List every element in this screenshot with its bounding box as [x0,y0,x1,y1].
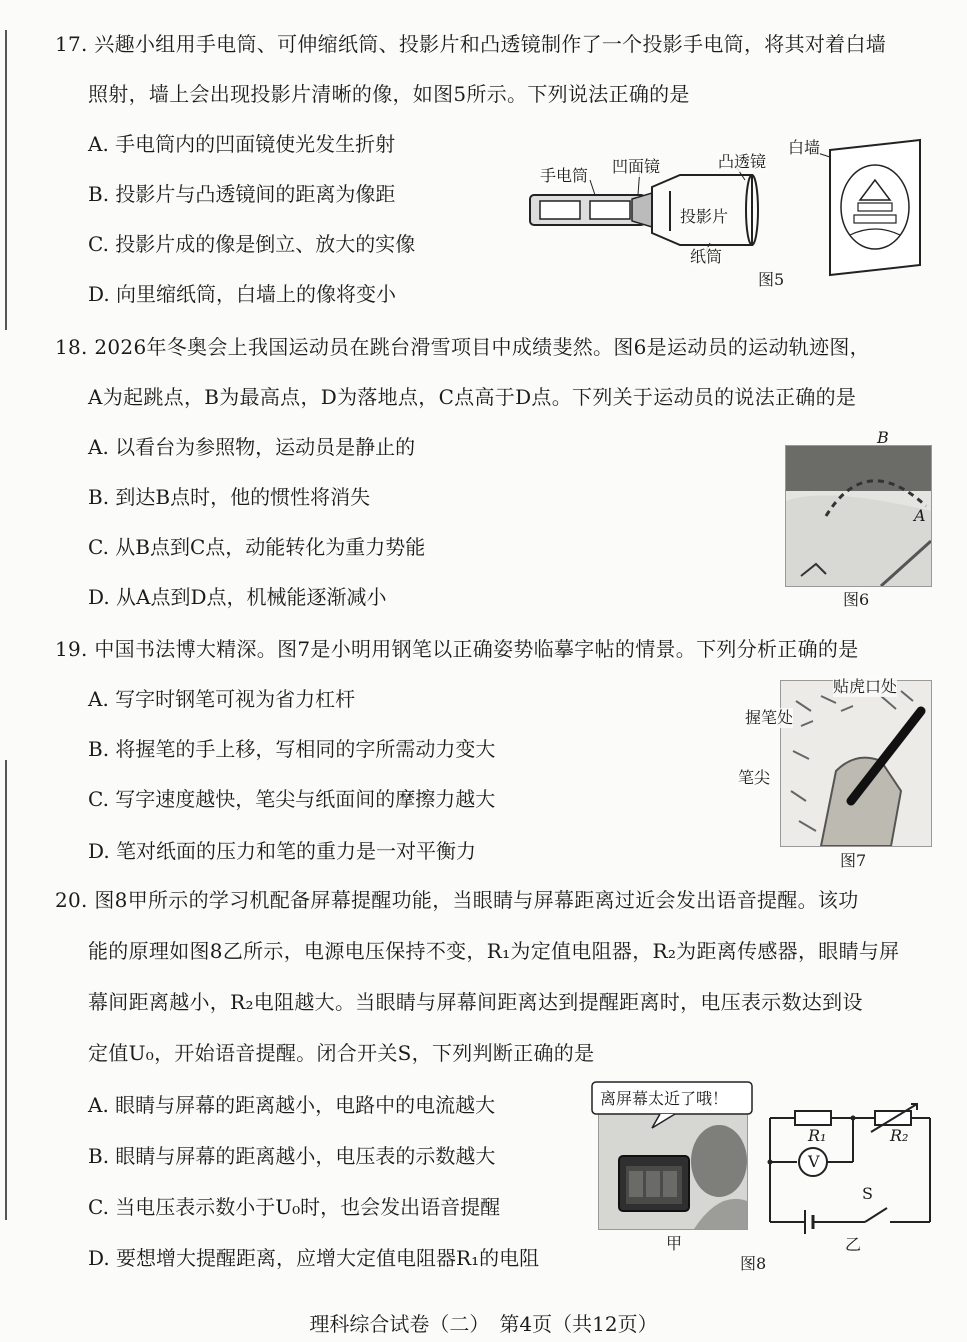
figure5-label-concave-mirror: 凹面镜 [612,157,661,176]
q20-option-c: C. 当电压表示数小于U₀时，也会发出语音提醒 [88,1195,501,1219]
q19-option-a: A. 写字时钢笔可视为省力杠杆 [88,687,356,711]
figure8-label-r1: R₁ [808,1126,827,1145]
q20-option-b: B. 眼睛与屏幕的距离越小，电压表的示数越大 [88,1144,496,1168]
q18-option-d: D. 从A点到D点，机械能逐渐减小 [88,585,387,609]
figure5-label-slide: 投影片 [680,207,729,226]
q19-option-c: C. 写字速度越快，笔尖与纸面间的摩擦力越大 [88,787,496,811]
q20-stem-line1: 20. 图8甲所示的学习机配备屏幕提醒功能，当眼睛与屏幕距离过近会发出语音提醒。该功 [55,888,859,912]
q19-option-b: B. 将握笔的手上移，写相同的字所需动力变大 [88,737,496,761]
figure6-caption: 图6 [843,590,870,609]
figure8-label-voltmeter: V [808,1152,820,1171]
q20-option-d: D. 要想增大提醒距离，应增大定值电阻器R₁的电阻 [88,1246,540,1270]
q17-option-c: C. 投影片成的像是倒立、放大的实像 [88,232,416,256]
figure8-label-yi: 乙 [845,1235,862,1254]
q17-option-d: D. 向里缩纸筒，白墙上的像将变小 [88,282,397,306]
figure8-label-switch: S [862,1184,873,1203]
q17-stem-line2: 照射，墙上会出现投影片清晰的像，如图5所示。下列说法正确的是 [88,82,690,106]
figure6-label-a: A [914,506,926,525]
q20-stem-line2: 能的原理如图8乙所示，电源电压保持不变，R₁为定值电阻器，R₂为距离传感器，眼睛与屏 [88,939,900,963]
figure5-label-convex-lens: 凸透镜 [718,152,767,171]
page-footer: 理科综合试卷（二） 第4页（共12页） [309,1312,658,1336]
figure6-ski-jump-photo [785,445,932,587]
figure7-caption: 图7 [840,851,867,870]
q17-stem-line1: 17. 兴趣小组用手电筒、可伸缩纸筒、投影片和凸透镜制作了一个投影手电筒，将其对着白墙 [55,32,887,56]
q19-stem-line1: 19. 中国书法博大精深。图7是小明用钢笔以正确姿势临摹字帖的情景。下列分析正确的是 [55,637,859,661]
figure8-caption: 图8 [740,1254,767,1273]
figure7-label-tiger-mouth: 贴虎口处 [833,677,898,696]
figure7-label-pen-tip: 笔尖 [738,768,771,787]
q18-stem-line1: 18. 2026年冬奥会上我国运动员在跳台滑雪项目中成绩斐然。图6是运动员的运动轨迹图， [55,335,870,359]
figure5-caption: 图5 [758,270,785,289]
figure8-yi-circuit [765,1100,935,1240]
q17-option-b: B. 投影片与凸透镜间的距离为像距 [88,182,396,206]
figure6-label-b: B [877,428,889,447]
figure8-label-jia: 甲 [666,1234,683,1253]
figure5-label-flashlight: 手电筒 [540,166,589,185]
figure5-label-paper-tube: 纸筒 [690,247,723,266]
q18-option-b: B. 到达B点时，他的惯性将消失 [88,485,371,509]
figure7-label-grip: 握笔处 [745,708,794,727]
q19-option-d: D. 笔对纸面的压力和笔的重力是一对平衡力 [88,839,477,863]
figure7-pen-holding-photo [780,680,932,847]
figure5-label-white-wall: 白墙 [788,138,821,157]
q18-option-a: A. 以看台为参照物，运动员是静止的 [88,435,416,459]
q20-stem-line3: 幕间距离越小，R₂电阻越大。当眼睛与屏幕间距离达到提醒距离时，电压表示数达到设 [88,990,863,1014]
q18-option-c: C. 从B点到C点，动能转化为重力势能 [88,535,426,559]
q20-stem-line4: 定值U₀，开始语音提醒。闭合开关S，下列判断正确的是 [88,1041,595,1065]
q18-stem-line2: A为起跳点，B为最高点，D为落地点，C点高于D点。下列关于运动员的说法正确的是 [88,385,857,409]
left-margin-line-lower [5,760,7,1220]
left-margin-line [5,30,7,330]
q17-option-a: A. 手电筒内的凹面镜使光发生折射 [88,132,396,156]
figure8-label-r2: R₂ [890,1126,909,1145]
q20-option-a: A. 眼睛与屏幕的距离越小，电路中的电流越大 [88,1093,496,1117]
figure8-bubble-text: 离屏幕太近了哦！ [600,1089,729,1108]
